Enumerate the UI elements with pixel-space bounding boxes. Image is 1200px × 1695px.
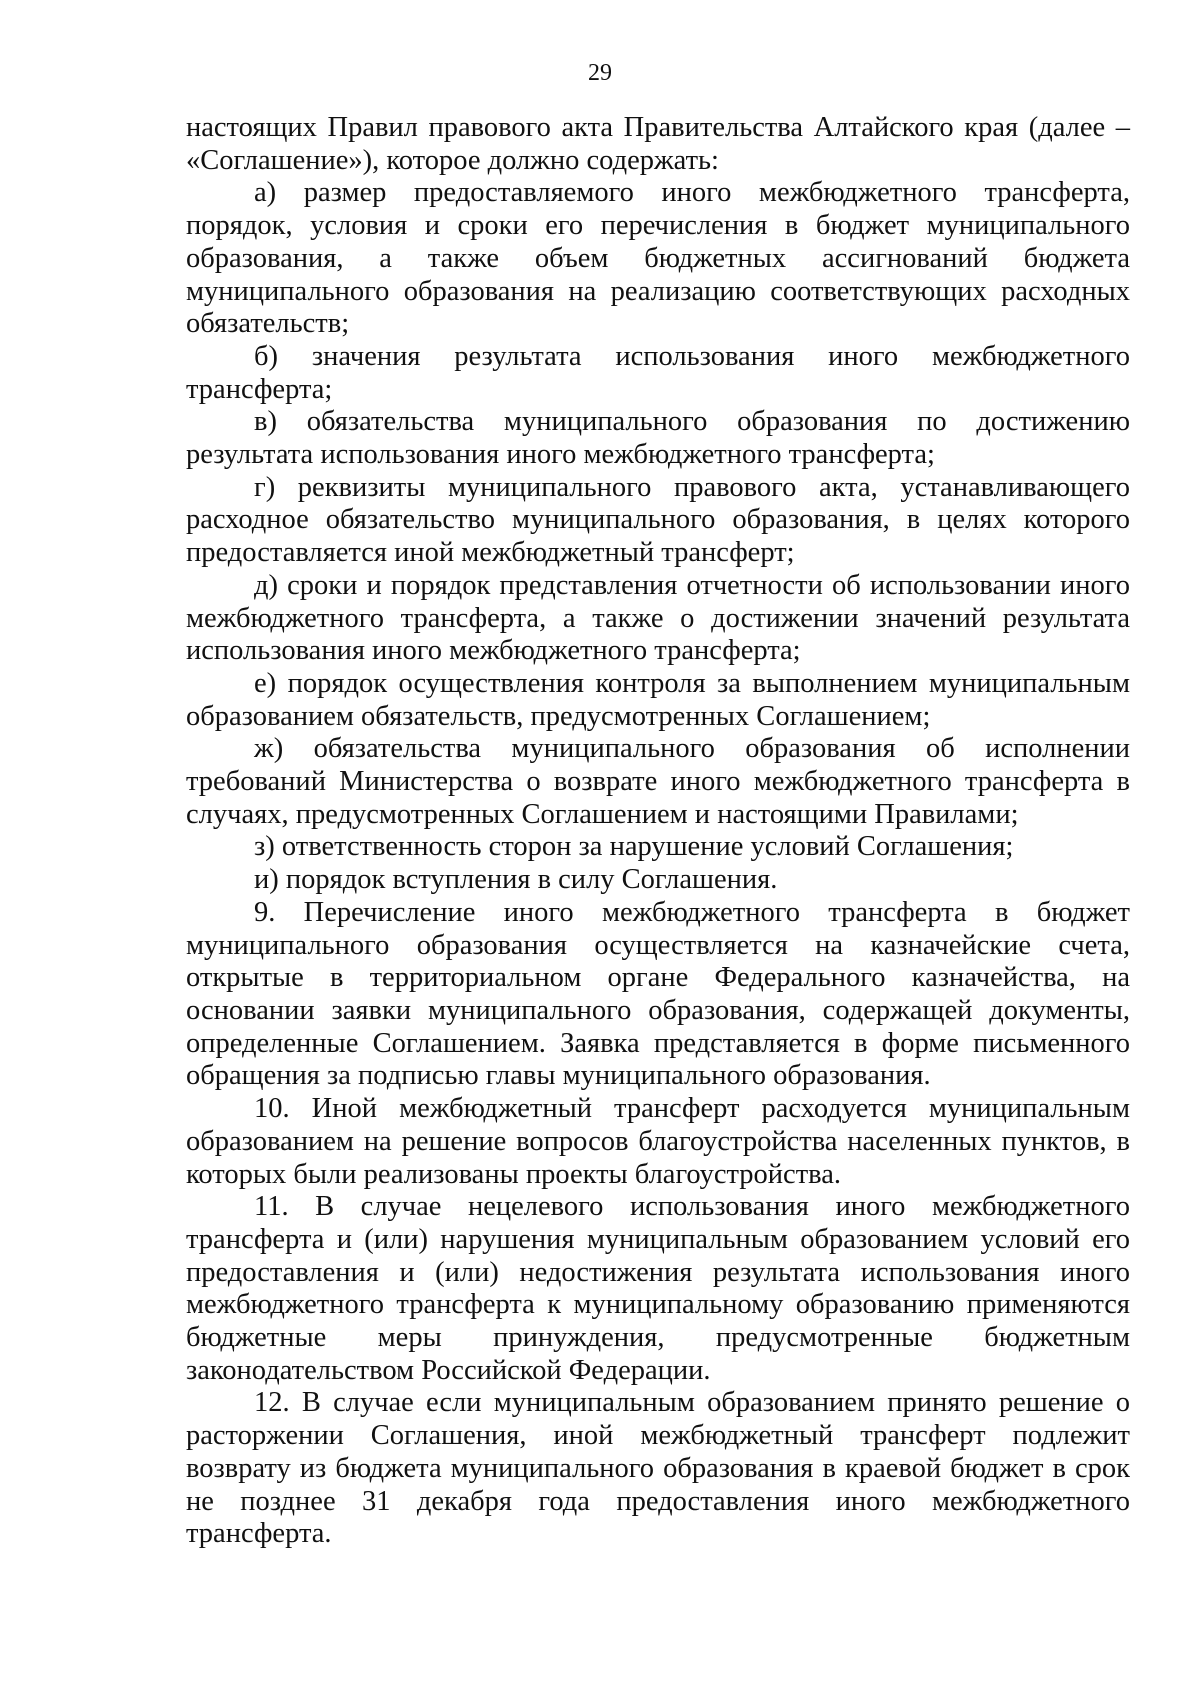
paragraph: в) обязательства муниципального образования по достижению результата использования иного межбюджетного трансферта; xyxy=(186,406,1130,471)
paragraph: ж) обязательства муниципального образования об исполнении требований Министерства о возврате иного межбюджетного трансферта в случаях, предусмотренных Соглашением и настоящими Правилами; xyxy=(186,733,1130,830)
paragraph: д) сроки и порядок представления отчетности об использовании иного межбюджетного трансферта, а также о достижении значений результата использования иного межбюджетного трансферта; xyxy=(186,569,1130,667)
page-number: 29 xyxy=(588,60,612,86)
paragraph: з) ответственность сторон за нарушение условий Соглашения; xyxy=(254,831,1014,863)
paragraph: 11. В случае нецелевого использования иного межбюджетного трансферта и (или) нарушения муниципальным образованием условий его предоставления и (или) недостижения результата использования иного межбюджетного трансферта к муниципальному образованию применяются бюджетные меры принуждения, предусмотренные бюджетным законодательством Российской Федерации. xyxy=(186,1191,1130,1386)
paragraph: и) порядок вступления в силу Соглашения. xyxy=(254,864,778,896)
paragraph: а) размер предоставляемого иного межбюджетного трансферта, порядок, условия и сроки его перечисления в бюджет муниципального образования, а также объем бюджетных ассигнований бюджета муниципального образования на реализацию соответствующих расходных обязательств; xyxy=(186,177,1130,340)
paragraph: 10. Иной межбюджетный трансферт расходуется муниципальным образованием на решение вопросов благоустройства населенных пунктов, в которых были реализованы проекты благоустройства. xyxy=(186,1093,1130,1190)
paragraph: 12. В случае если муниципальным образованием принято решение о расторжении Соглашения, иной межбюджетный трансферт подлежит возврату из бюджета муниципального образования в краевой бюджет в срок не позднее 31 декабря года предоставления иного межбюджетного трансферта. xyxy=(186,1387,1130,1550)
paragraph: б) значения результата использования иного межбюджетного трансферта; xyxy=(186,340,1130,405)
document-body xyxy=(186,112,1130,1551)
paragraph: 9. Перечисление иного межбюджетного трансферта в бюджет муниципального образования осуществляется на казначейские счета, открытые в территориальном органе Федерального казначейства, на основании заявки муниципального образования, содержащей документы, определенные Соглашением. Заявка представляется в форме письменного обращения за подписью главы муниципального образования. xyxy=(186,896,1130,1092)
paragraph: е) порядок осуществления контроля за выполнением муниципальным образованием обязательств, предусмотренных Соглашением; xyxy=(186,667,1130,732)
paragraph: г) реквизиты муниципального правового акта, устанавливающего расходное обязательство муниципального образования, в целях которого предоставляется иной межбюджетный трансферт; xyxy=(186,471,1130,569)
paragraph: настоящих Правил правового акта Правительства Алтайского края (далее – «Соглашение»), которое должно содержать: xyxy=(186,112,1130,176)
